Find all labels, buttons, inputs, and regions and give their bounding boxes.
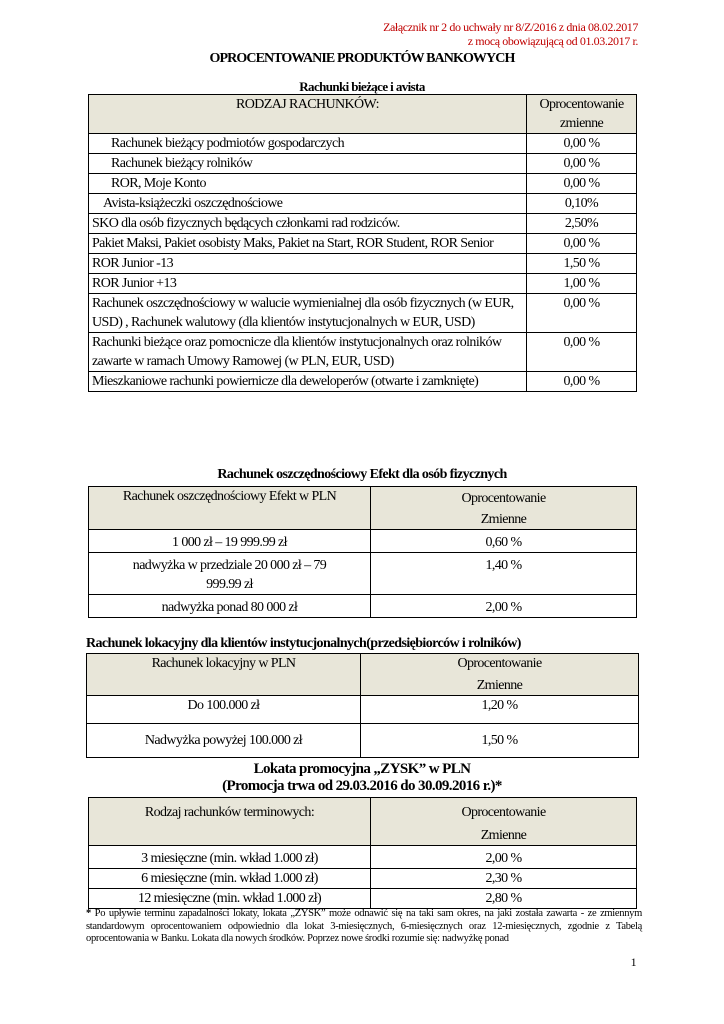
document-title: OPROCENTOWANIE PRODUKTÓW BANKOWYCH (209, 51, 515, 66)
account-rate: 0,00 % (527, 234, 637, 254)
account-rate: 1,00 % (527, 274, 637, 294)
table-row (89, 214, 637, 234)
table-row (89, 174, 637, 194)
account-rate: 0,00 % (527, 174, 637, 194)
tier-rate: 0,60 % (371, 530, 637, 553)
footnote (86, 908, 642, 946)
deposit-name: 3 miesięczne (min. wkład 1.000 zł) (89, 846, 371, 869)
account-rate: 0,00 % (527, 154, 637, 174)
table-row (89, 194, 637, 214)
placement-account-table (86, 653, 639, 758)
account-rate: 0,00 % (527, 372, 637, 392)
account-name: ROR Junior -13 (89, 254, 527, 274)
table-row (89, 333, 637, 372)
footnote-text: Po upływie terminu zapadalności lokaty, lokata „ZYSK” może odnawić się na taki sam okres, na jaki została zawarta - ze zmiennym standardowym oprocentowaniem odpowiednio dla lokat 3-miesięcznych, 6-miesięcznych oraz 12-miesięcznych, zgodnie z Tabelą oprocentowania w Banku. Lokata dla nowych środków. Poprzez nowe środki rozumie się: nadwyżkę ponad (86, 908, 642, 944)
account-name: Rachunek bieżący rolników (89, 154, 527, 174)
account-rate: 0,00 % (527, 333, 637, 372)
table-row (89, 869, 637, 889)
table-header-row (89, 487, 637, 509)
table-row (89, 595, 637, 618)
column-header-rate-type: Zmienne (361, 673, 639, 696)
table-row (89, 134, 637, 154)
section1-heading: Rachunki bieżące i avista (299, 79, 425, 94)
tier-rate: 1,50 % (361, 724, 639, 758)
promo-deposit-table (88, 797, 637, 909)
account-name: ROR, Moje Konto (89, 174, 527, 194)
table-row (89, 530, 637, 553)
table-row (89, 889, 637, 909)
account-name: Avista-książeczki oszczędnościowe (89, 194, 527, 214)
column-header-rate: Oprocentowanie (527, 95, 637, 115)
footnote-marker: * (86, 908, 91, 919)
account-name: Rachunek oszczędnościowy w walucie wymienialnej dla osób fizycznych (w EUR, USD) , Rachunek walutowy (dla klientów instytucjonalnych w EUR, USD) (89, 294, 527, 333)
account-name: SKO dla osób fizycznych będących członkami rad rodziców. (89, 214, 527, 234)
deposit-name: 6 miesięczne (min. wkład 1.000 zł) (89, 869, 371, 889)
column-header-account: Rachunek lokacyjny w PLN (87, 654, 361, 696)
deposit-rate: 2,00 % (371, 846, 637, 869)
table-row (89, 553, 637, 595)
tier-name: nadwyżka w przedziale 20 000 zł – 79 999.99 zł (89, 553, 371, 595)
tier-name: nadwyżka ponad 80 000 zł (89, 595, 371, 618)
table-row (89, 372, 637, 392)
column-header-rate-type: Zmienne (371, 508, 637, 530)
column-header-deposit-type: Rodzaj rachunków terminowych: (89, 798, 371, 846)
tier-name: Nadwyżka powyżej 100.000 zł (87, 724, 361, 758)
table-row (89, 846, 637, 869)
tier-name: Do 100.000 zł (87, 696, 361, 724)
table-row (87, 724, 639, 758)
deposit-rate: 2,80 % (371, 889, 637, 909)
account-rate: 0,00 % (527, 294, 637, 333)
table-row (87, 696, 639, 724)
efekt-savings-table (88, 486, 637, 618)
column-header-account-type: RODZAJ RACHUNKÓW: (89, 95, 527, 134)
tier-name: 1 000 zł – 19 999.99 zł (89, 530, 371, 553)
deposit-name: 12 miesięczne (min. wkład 1.000 zł) (89, 889, 371, 909)
account-rate: 2,50% (527, 214, 637, 234)
account-rate: 1,50 % (527, 254, 637, 274)
tier-rate: 2,00 % (371, 595, 637, 618)
section4-heading: Lokata promocyjna „ZYSK” w PLN (253, 761, 471, 777)
table-row (89, 294, 637, 333)
account-rate: 0,10% (527, 194, 637, 214)
column-header-rate: Oprocentowanie (371, 487, 637, 509)
column-header-rate-type: Zmienne (371, 822, 637, 846)
tier-rate: 1,40 % (371, 553, 637, 595)
annex-note (383, 20, 638, 48)
account-rate: 0,00 % (527, 134, 637, 154)
account-name: ROR Junior +13 (89, 274, 527, 294)
table-header-row (89, 95, 637, 115)
current-accounts-table (88, 94, 637, 392)
column-header-rate-type: zmienne (527, 114, 637, 134)
table-header-row (89, 798, 637, 823)
promotion-period: (Promocja trwa od 29.03.2016 do 30.09.2016 r.)* (222, 778, 502, 794)
table-row (89, 154, 637, 174)
column-header-rate: Oprocentowanie (371, 798, 637, 823)
column-header-account: Rachunek oszczędnościowy Efekt w PLN (89, 487, 371, 530)
page-number: 1 (630, 955, 636, 969)
table-row (89, 274, 637, 294)
column-header-rate: Oprocentowanie (361, 654, 639, 674)
table-header-row (87, 654, 639, 674)
account-name: Rachunki bieżące oraz pomocnicze dla klientów instytucjonalnych oraz rolników zawarte w ramach Umowy Ramowej (w PLN, EUR, USD) (89, 333, 527, 372)
account-name: Pakiet Maksi, Pakiet osobisty Maks, Pakiet na Start, ROR Student, ROR Senior (89, 234, 527, 254)
section2-heading: Rachunek oszczędnościowy Efekt dla osób fizycznych (217, 467, 507, 482)
annex-line-1: Załącznik nr 2 do uchwały nr 8/Z/2016 z dnia 08.02.2017 (383, 20, 638, 34)
section3-heading: Rachunek lokacyjny dla klientów instytucjonalnych(przedsiębiorców i rolników) (86, 636, 521, 651)
deposit-rate: 2,30 % (371, 869, 637, 889)
account-name: Mieszkaniowe rachunki powiernicze dla deweloperów (otwarte i zamknięte) (89, 372, 527, 392)
table-row (89, 254, 637, 274)
table-row (89, 234, 637, 254)
tier-rate: 1,20 % (361, 696, 639, 724)
account-name: Rachunek bieżący podmiotów gospodarczych (89, 134, 527, 154)
annex-line-2: z mocą obowiązującą od 01.03.2017 r. (467, 34, 638, 48)
